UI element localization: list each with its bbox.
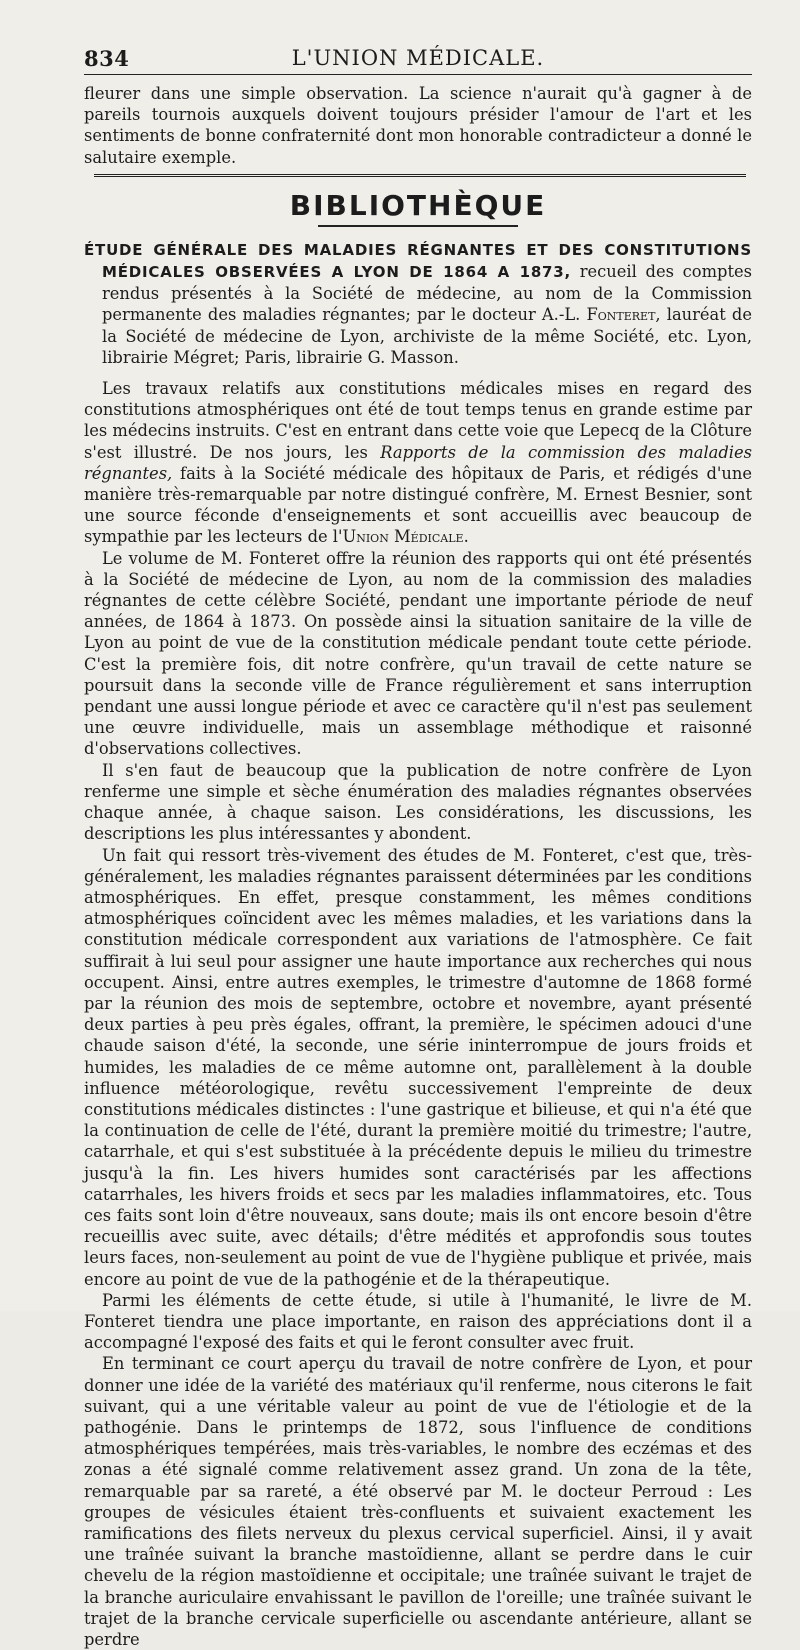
paragraph-1-c: .: [463, 527, 469, 547]
paragraph-1-b: faits à la Société médicale des hôpitaux de Paris, et rédigés d'une manière très-remarquable par notre distingué confrère, M. Ernest Besnier, sont une source féconde d'enseignements et sont accueillis avec beaucoup de sympathie par les lecteurs de l': [84, 463, 752, 547]
section-double-rule: [94, 174, 746, 177]
paragraph-6: En terminant ce court aperçu du travail de notre confrère de Lyon, et pour donner une idée de la variété des matériaux qu'il renferme, nous citerons le fait suivant, qui a une véritable valeur au point de vue de l'étiologie et de la pathogénie. Dans le printemps de 1872, sous l'influence de conditions atmosphériques tempérées, mais très-variables, le nombre des eczémas et des zonas a été signalé comme relativement assez grand. Un zona de la tête, remarquable par sa rareté, a été observé par M. le docteur Perroud : Les groupes de vésicules étaient très-confluents et suivaient exactement les ramifications des filets nerveux du plexus cervical superficiel. Ainsi, il y avait une traînée suivant la branche mastoïdienne, allant se perdre dans le cuir chevelu de la région mastoïdienne et occipitale; une traînée suivant le trajet de la branche auriculaire envahissant le pavillon de l'oreille; une traînée suivant le trajet de la branche cervicale superficielle ou ascendante antérieure, allant se perdre: [84, 1354, 752, 1650]
running-title: L'UNION MÉDICALE.: [291, 46, 545, 70]
paragraph-1-a: Les travaux relatifs aux constitutions médicales mises en regard des constitutions atmosphériques ont été de tout temps tenus en grande estime par les médecins instruits. C'est en entrant dans cette voie que Lepecq de la Clôture s'est illustré. De nos jours, les: [84, 379, 752, 462]
paragraph-3: Il s'en faut de beaucoup que la publication de notre confrère de Lyon renferme une simple et sèche énumération des maladies régnantes observées chaque année, à chaque saison. Les considérations, les discussions, les descriptions les plus intéressantes y abondent.: [84, 760, 752, 844]
entry-details-2: , lauréat de la Société de médecine de Lyon, archiviste de la même Société, etc. Lyon, librairie Mégret; Paris, librairie G. Masson.: [102, 305, 752, 367]
paragraph-1-italic: Rapports de la commission des maladies régnantes,: [84, 442, 752, 483]
entry-details-1: recueil des comptes rendus présentés à la Société de médecine, au nom de la Commission permanente des maladies régnantes; par le docteur A.-L.: [102, 262, 752, 325]
entry-author: Fonteret: [586, 305, 656, 325]
paragraph-2: Le volume de M. Fonteret offre la réunion des rapports qui ont été présentés à la Société de médecine de Lyon, au nom de la commission des maladies régnantes de cette célèbre Société, pendant une importante période de neuf années, de 1864 à 1873. On possède ainsi la situation sanitaire de la ville de Lyon au point de vue de la constitution médicale pendant toute cette période. C'est la première fois, dit notre confrère, qu'un travail de cette nature se poursuit dans la seconde ville de France régulièrement et sans interruption pendant une aussi longue période et avec ce caractère qu'il n'est pas seulement une œuvre individuelle, mais un assemblage méthodique et raisonné d'observations collectives.: [84, 548, 752, 759]
section-title: BIBLIOTHÈQUE: [289, 188, 547, 222]
section-title-rule: [318, 225, 518, 227]
page-number: 834: [84, 46, 130, 71]
section-block: [84, 174, 752, 227]
paragraph-4: Un fait qui ressort très-vivement des études de M. Fonteret, c'est que, très-généralement, les maladies régnantes paraissent déterminées par les conditions atmosphériques. En effet, presque constamment, les mêmes conditions atmosphériques coïncident avec les mêmes maladies, et les variations dans la constitution médicale correspondent aux variations de l'atmosphère. Ce fait suffirait à lui seul pour assigner une haute importance aux recherches qui nous occupent. Ainsi, entre autres exemples, le trimestre d'automne de 1868 formé par la réunion des mois de septembre, octobre et novembre, ayant présenté deux parties à peu près égales, offrant, la première, le spécimen adouci d'une chaude saison d'été, la seconde, une série ininterrompue de jours froids et humides, les maladies de ce même automne ont, parallèlement à la double influence météorologique, revêtu successivement l'empreinte de deux constitutions médicales distinctes : l'une gastrique et bilieuse, et qui n'a été que la continuation de celle de l'été, durant la première moitié du trimestre; l'autre, catarrhale, et qui s'est substituée à la précédente depuis le milieu du trimestre jusqu'à la fin. Les hivers humides sont caractérisés par les affections catarrhales, les hivers froids et secs par les maladies inflammatoires, etc. Tous ces faits sont loin d'être nouveaux, sans doute; mais ils ont encore besoin d'être recueillis avec suite, avec détails; d'être médités et approfondis sous toutes leurs faces, non-seulement au point de vue de l'hygiène publique et privée, mais encore au point de vue de la pathogénie et de la thérapeutique.: [84, 845, 752, 1289]
page-header: [84, 44, 752, 74]
intro-paragraph: fleurer dans une simple observation. La science n'aurait qu'à gagner à de pareils tournois auxquels doivent toujours présider l'amour de l'art et les sentiments de bonne confraternité dont mon honorable contradicteur a donné le salutaire exemple.: [84, 84, 752, 167]
entry-heading: ÉTUDE GÉNÉRALE DES MALADIES RÉGNANTES ET DES CONSTITUTIONS MÉDICALES OBSERVÉES A LYON DE 1864 A 1873,: [84, 240, 752, 282]
paragraph-1: [84, 378, 752, 548]
header-rule: [84, 74, 752, 75]
paragraph-5: Parmi les éléments de cette étude, si utile à l'humanité, le livre de M. Fonteret tiendra une place importante, en raison des appréciations dont il a accompagné l'exposé des faits et qui le feront consulter avec fruit.: [84, 1290, 752, 1353]
paragraph-1-journal: Union Médicale: [342, 527, 464, 547]
bibliography-entry: [84, 239, 752, 368]
